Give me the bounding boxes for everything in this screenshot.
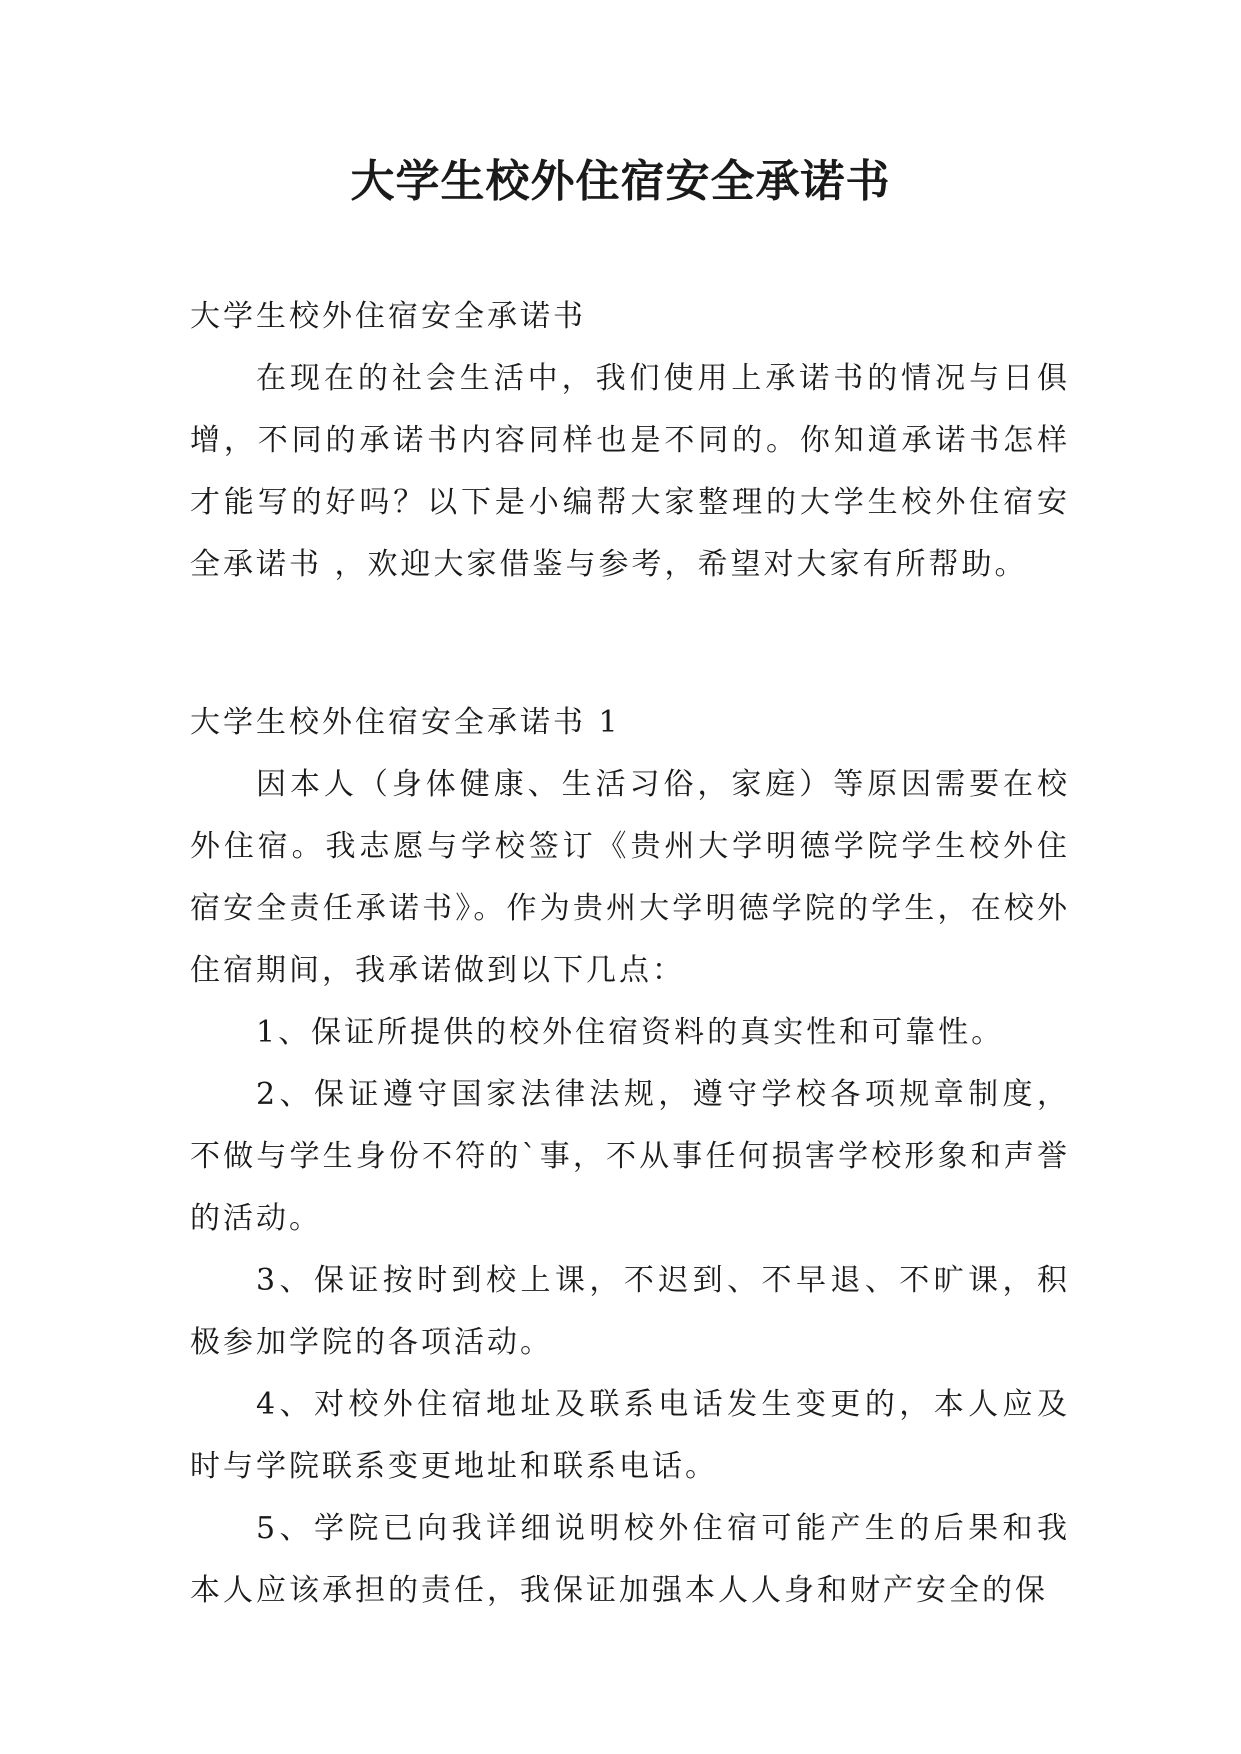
document-title: 大学生校外住宿安全承诺书 [350, 156, 891, 207]
commitment-item-5: 5、学院已向我详细说明校外住宿可能产生的后果和我本人应该承担的责任，我保证加强本人人身和财产安全的保 [190, 1511, 1070, 1608]
commitment-item-3: 3、保证按时到校上课，不迟到、不早退、不旷课，积极参加学院的各项活动。 [190, 1263, 1070, 1360]
commitment-item-4: 4、对校外住宿地址及联系电话发生变更的，本人应及时与学院联系变更地址和联系电话。 [190, 1387, 1070, 1484]
commitment-section-1 [190, 692, 1070, 1622]
section-heading: 大学生校外住宿安全承诺书 1 [190, 705, 621, 740]
intro-paragraph: 在现在的社会生活中，我们使用上承诺书的情况与日俱增，不同的承诺书内容同样也是不同的。你知道承诺书怎样才能写的好吗？以下是小编帮大家整理的大学生校外住宿安全承诺书 ，欢迎大家借鉴与参考，希望对大家有所帮助。 [190, 361, 1070, 582]
intro-heading: 大学生校外住宿安全承诺书 [190, 299, 586, 334]
commitment-item-2: 2、保证遵守国家法律法规，遵守学校各项规章制度，不做与学生身份不符的`事，不从事任何损害学校形象和声誉的活动。 [190, 1077, 1070, 1236]
body-paragraph: 因本人（身体健康、生活习俗，家庭）等原因需要在校外住宿。我志愿与学校签订《贵州大学明德学院学生校外住宿安全责任承诺书》。作为贵州大学明德学院的学生，在校外住宿期间，我承诺做到以下几点： [190, 767, 1070, 988]
intro-section [190, 286, 1070, 596]
commitment-item-1: 1、保证所提供的校外住宿资料的真实性和可靠性。 [256, 1015, 1005, 1050]
